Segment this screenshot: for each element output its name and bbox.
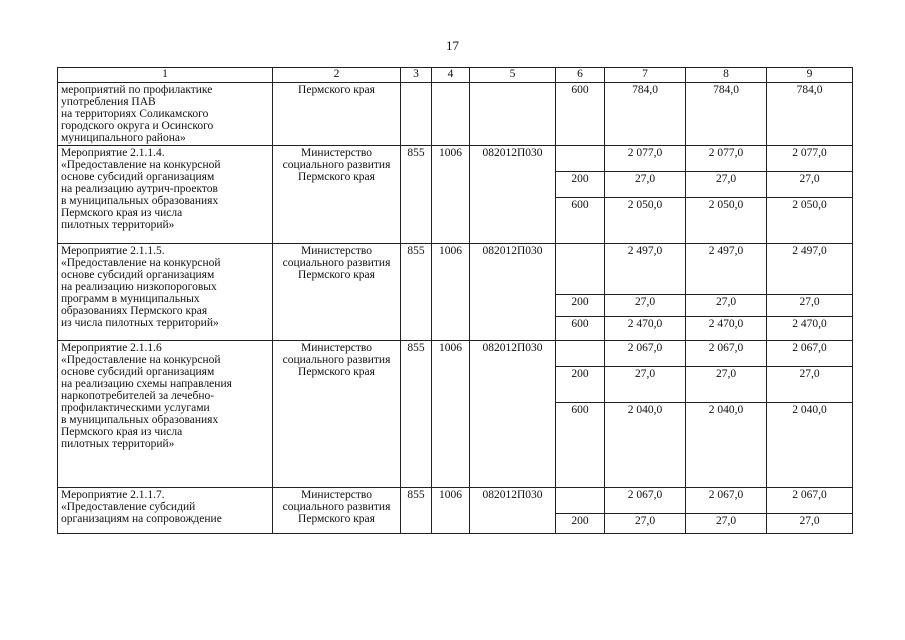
executor-line: Министерство xyxy=(301,342,372,354)
amount-cell-year3: 27,0 xyxy=(767,367,853,403)
activity-name-line: на территориях Соликамского xyxy=(61,108,209,120)
activity-name-line: Пермского края из числа xyxy=(61,207,183,219)
executor-line: Пермского края xyxy=(298,513,375,525)
expense-type-cell xyxy=(556,244,605,295)
activity-name-line: Мероприятие 2.1.1.5. xyxy=(61,245,165,257)
activity-name-cell xyxy=(58,83,273,146)
amount-cell-year2: 784,0 xyxy=(686,83,767,146)
column-header: 1 xyxy=(58,68,273,83)
table-row xyxy=(58,488,853,514)
activity-name-line: «Предоставление на конкурсной xyxy=(61,159,221,171)
activity-name-cell xyxy=(58,146,273,244)
executor-cell xyxy=(273,83,401,146)
table-body xyxy=(58,83,853,534)
amount-cell-year1: 2 470,0 xyxy=(605,317,686,341)
ministry-code-cell: 855 xyxy=(401,146,432,244)
section-code-cell: 1006 xyxy=(432,341,470,488)
expense-type-cell: 600 xyxy=(556,198,605,244)
amount-cell-year1: 2 050,0 xyxy=(605,198,686,244)
activity-name-line: в муниципальных образованиях xyxy=(61,414,219,426)
amount-cell-year1: 2 040,0 xyxy=(605,403,686,488)
target-article-cell: 082012П030 xyxy=(470,244,556,341)
amount-cell-year3: 784,0 xyxy=(767,83,853,146)
amount-cell-year2: 2 040,0 xyxy=(686,403,767,488)
table-row xyxy=(58,244,853,295)
activity-name-line: Мероприятие 2.1.1.7. xyxy=(61,489,165,501)
table-row xyxy=(58,341,853,367)
executor-line: Пермского края xyxy=(298,84,375,96)
expense-type-cell xyxy=(556,146,605,172)
activity-name-line: на реализацию схемы направления xyxy=(61,378,232,390)
amount-cell-year3: 2 470,0 xyxy=(767,317,853,341)
amount-cell-year3: 27,0 xyxy=(767,514,853,534)
amount-cell-year2: 2 077,0 xyxy=(686,146,767,172)
column-header: 3 xyxy=(401,68,432,83)
activity-name-line: пилотных территорий» xyxy=(61,219,175,231)
expense-type-cell: 600 xyxy=(556,403,605,488)
target-article-cell xyxy=(470,83,556,146)
amount-cell-year1: 2 067,0 xyxy=(605,488,686,514)
executor-line: Пермского края xyxy=(298,269,375,281)
amount-cell-year1: 27,0 xyxy=(605,172,686,198)
section-code-cell: 1006 xyxy=(432,146,470,244)
amount-cell-year2: 2 067,0 xyxy=(686,341,767,367)
amount-cell-year3: 2 077,0 xyxy=(767,146,853,172)
column-header: 9 xyxy=(767,68,853,83)
executor-line: Министерство xyxy=(301,147,372,159)
activity-name-line: городского округа и Осинского xyxy=(61,120,214,132)
activity-name-line: Мероприятие 2.1.1.4. xyxy=(61,147,165,159)
section-code-cell xyxy=(432,83,470,146)
activity-name-line: муниципального района» xyxy=(61,132,186,144)
expense-type-cell: 200 xyxy=(556,514,605,534)
column-header: 4 xyxy=(432,68,470,83)
executor-line: Пермского края xyxy=(298,366,375,378)
amount-cell-year1: 784,0 xyxy=(605,83,686,146)
target-article-cell: 082012П030 xyxy=(470,488,556,534)
executor-line: Пермского края xyxy=(298,171,375,183)
executor-line: социального развития xyxy=(282,501,391,513)
activity-name-line: «Предоставление субсидий xyxy=(61,501,196,513)
page-number: 17 xyxy=(446,38,459,53)
activity-name-line: основе субсидий организациям xyxy=(61,366,215,378)
table-row xyxy=(58,146,853,172)
activity-name-line: основе субсидий организациям xyxy=(61,269,215,281)
amount-cell-year3: 27,0 xyxy=(767,172,853,198)
executor-line: социального развития xyxy=(282,257,391,269)
column-header: 8 xyxy=(686,68,767,83)
executor-line: социального развития xyxy=(282,159,391,171)
section-code-cell: 1006 xyxy=(432,488,470,534)
ministry-code-cell: 855 xyxy=(401,341,432,488)
activity-name-cell xyxy=(58,488,273,534)
activity-name-cell xyxy=(58,244,273,341)
ministry-code-cell xyxy=(401,83,432,146)
activity-name-line: образованиях Пермского края xyxy=(61,305,208,317)
expense-type-cell: 200 xyxy=(556,172,605,198)
activity-name-line: «Предоставление на конкурсной xyxy=(61,257,221,269)
activity-name-line: Пермского края из числа xyxy=(61,426,183,438)
target-article-cell: 082012П030 xyxy=(470,341,556,488)
amount-cell-year2: 2 497,0 xyxy=(686,244,767,295)
column-header: 2 xyxy=(273,68,401,83)
expense-type-cell xyxy=(556,341,605,367)
executor-line: Министерство xyxy=(301,489,372,501)
activity-name-line: на реализацию аутрич-проектов xyxy=(61,183,218,195)
executor-cell xyxy=(273,146,401,244)
activity-name-line: в муниципальных образованиях xyxy=(61,195,219,207)
amount-cell-year3: 2 497,0 xyxy=(767,244,853,295)
section-code-cell: 1006 xyxy=(432,244,470,341)
column-header: 7 xyxy=(605,68,686,83)
activity-name-line: основе субсидий организациям xyxy=(61,171,215,183)
amount-cell-year1: 2 077,0 xyxy=(605,146,686,172)
header-row xyxy=(58,68,853,83)
activity-name-line: организациям на сопровождение xyxy=(61,513,222,525)
activity-name-line: употребления ПАВ xyxy=(61,96,156,108)
activity-name-cell xyxy=(58,341,273,488)
amount-cell-year2: 27,0 xyxy=(686,295,767,317)
activity-name-line: мероприятий по профилактике xyxy=(61,84,213,96)
activity-name-line: «Предоставление на конкурсной xyxy=(61,354,221,366)
activity-name-line: Мероприятие 2.1.1.6 xyxy=(61,342,162,354)
expense-type-cell: 200 xyxy=(556,295,605,317)
amount-cell-year3: 2 067,0 xyxy=(767,488,853,514)
activity-name-line: из числа пилотных территорий» xyxy=(61,317,219,329)
ministry-code-cell: 855 xyxy=(401,488,432,534)
amount-cell-year2: 27,0 xyxy=(686,514,767,534)
expense-type-cell: 600 xyxy=(556,317,605,341)
amount-cell-year3: 2 040,0 xyxy=(767,403,853,488)
executor-cell xyxy=(273,488,401,534)
amount-cell-year1: 2 497,0 xyxy=(605,244,686,295)
activity-name-line: наркопотребителей за лечебно- xyxy=(61,390,215,402)
amount-cell-year2: 2 470,0 xyxy=(686,317,767,341)
amount-cell-year2: 2 067,0 xyxy=(686,488,767,514)
executor-line: Министерство xyxy=(301,245,372,257)
amount-cell-year3: 27,0 xyxy=(767,295,853,317)
target-article-cell: 082012П030 xyxy=(470,146,556,244)
activity-name-line: программ в муниципальных xyxy=(61,293,200,305)
expense-type-cell: 600 xyxy=(556,83,605,146)
executor-line: социального развития xyxy=(282,354,391,366)
amount-cell-year3: 2 050,0 xyxy=(767,198,853,244)
amount-cell-year2: 27,0 xyxy=(686,367,767,403)
ministry-code-cell: 855 xyxy=(401,244,432,341)
amount-cell-year3: 2 067,0 xyxy=(767,341,853,367)
amount-cell-year1: 27,0 xyxy=(605,295,686,317)
expense-type-cell: 200 xyxy=(556,367,605,403)
column-header: 5 xyxy=(470,68,556,83)
column-header: 6 xyxy=(556,68,605,83)
amount-cell-year2: 27,0 xyxy=(686,172,767,198)
executor-cell xyxy=(273,244,401,341)
activity-name-line: на реализацию низкопороговых xyxy=(61,281,217,293)
budget-table xyxy=(57,67,853,534)
activity-name-line: пилотных территорий» xyxy=(61,438,175,450)
activity-name-line: профилактическими услугами xyxy=(61,402,210,414)
amount-cell-year1: 27,0 xyxy=(605,367,686,403)
amount-cell-year2: 2 050,0 xyxy=(686,198,767,244)
amount-cell-year1: 27,0 xyxy=(605,514,686,534)
executor-cell xyxy=(273,341,401,488)
table-row xyxy=(58,83,853,146)
amount-cell-year1: 2 067,0 xyxy=(605,341,686,367)
expense-type-cell xyxy=(556,488,605,514)
